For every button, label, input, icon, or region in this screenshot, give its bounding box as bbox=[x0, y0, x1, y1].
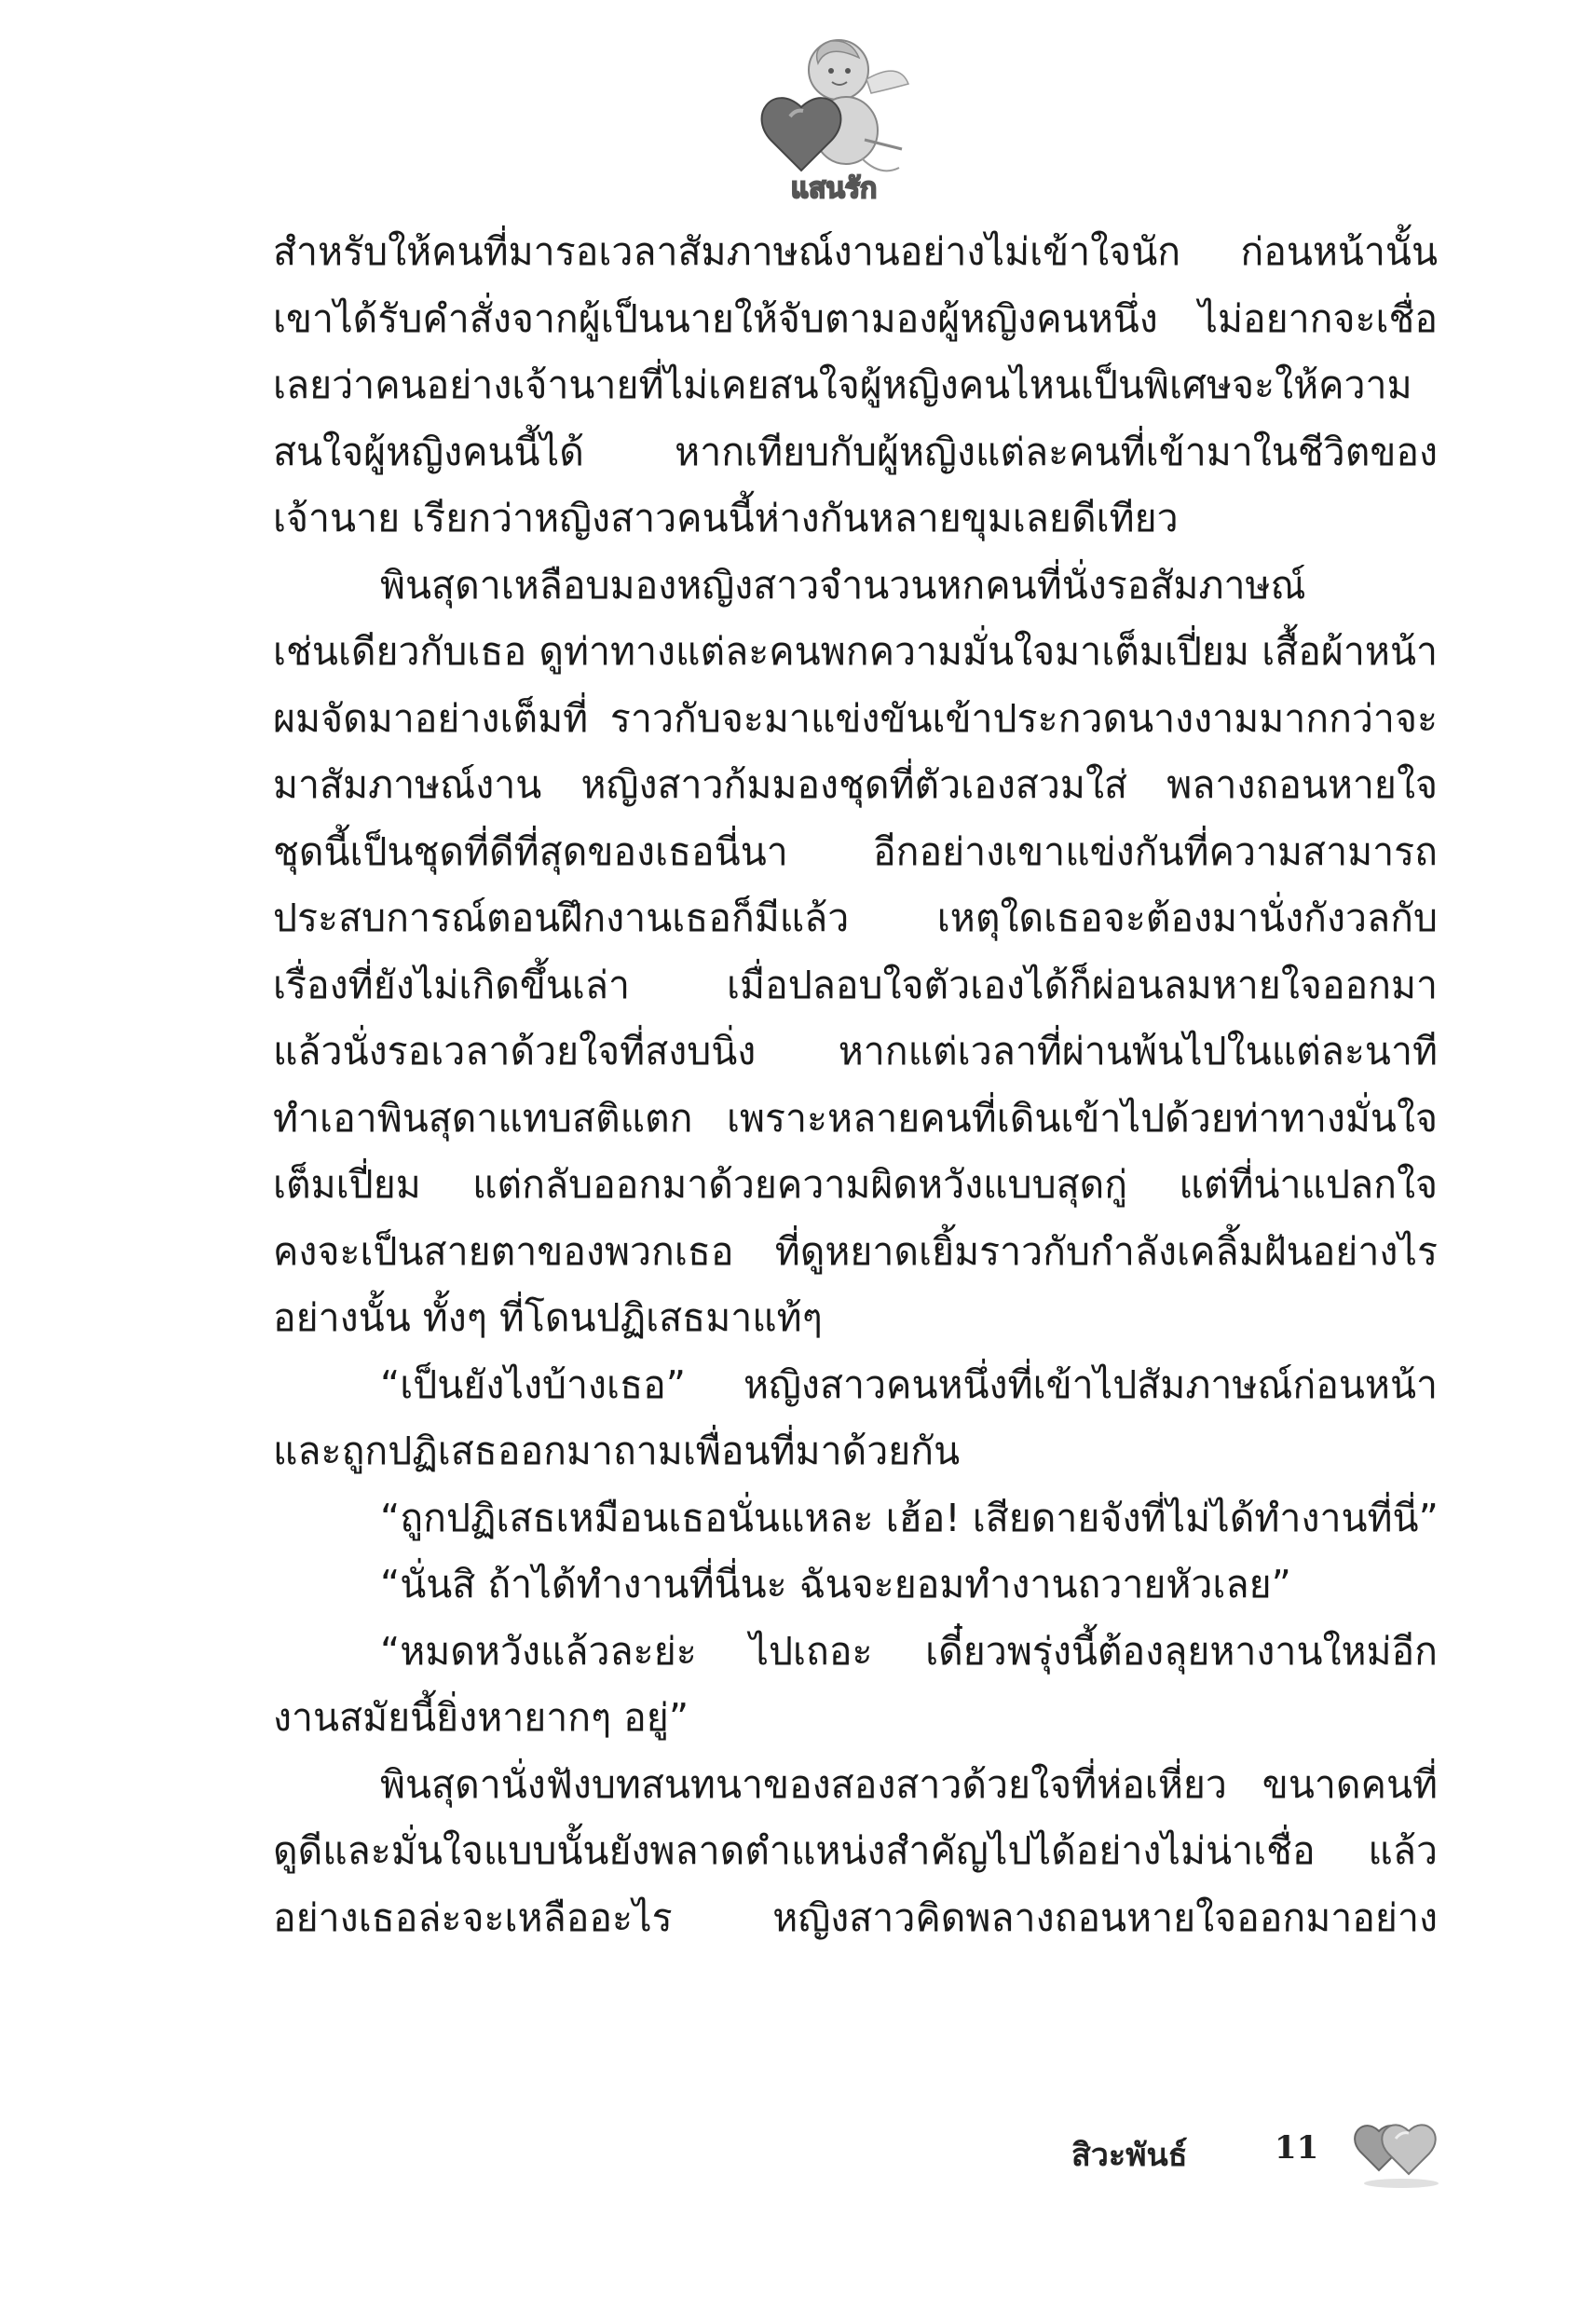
cupid-heart-icon bbox=[745, 28, 913, 205]
text-line: สนใจผู้หญิงคนนี้ได้ หากเทียบกับผู้หญิงแต่ละคนที่เข้ามาในชีวิตของ bbox=[273, 429, 1438, 474]
text-line: พินสุดาเหลือบมองหญิงสาวจำนวนหกคนที่นั่งรอสัมภาษณ์ bbox=[380, 562, 1306, 608]
text-line: ผมจัดมาอย่างเต็มที่ ราวกับจะมาแข่งขันเข้าประกวดนางงามมากกว่าจะ bbox=[273, 695, 1438, 741]
text-line: พินสุดานั่งฟังบทสนทนาของสองสาวด้วยใจที่ห่อเหี่ยว ขนาดคนที่ bbox=[380, 1761, 1438, 1807]
book-title: สิวะพันธ์ bbox=[1071, 2137, 1188, 2174]
hearts-icon bbox=[1344, 2111, 1446, 2190]
text-line: งานสมัยนี้ยิ่งหายากๆ อยู่” bbox=[273, 1695, 689, 1740]
text-line: สำหรับให้คนที่มารอเวลาสัมภาษณ์งานอย่างไม่เข้าใจนัก ก่อนหน้านั้น bbox=[273, 229, 1438, 274]
text-line: แล้วนั่งรอเวลาด้วยใจที่สงบนิ่ง หากแต่เวลาที่ผ่านพ้นไปในแต่ละนาที bbox=[273, 1029, 1438, 1073]
text-line: อย่างเธอล่ะจะเหลืออะไร หญิงสาวคิดพลางถอนหายใจออกมาอย่าง bbox=[273, 1894, 1438, 1940]
text-line: มาสัมภาษณ์งาน หญิงสาวก้มมองชุดที่ตัวเองสวมใส่ พลางถอนหายใจ bbox=[273, 762, 1438, 807]
text-line: ประสบการณ์ตอนฝึกงานเธอก็มีแล้ว เหตุใดเธอจะต้องมานั่งกังวลกับ bbox=[273, 896, 1438, 940]
body-text bbox=[273, 219, 1438, 1951]
text-line: คงจะเป็นสายตาของพวกเธอ ที่ดูหยาดเยิ้มราวกับกำลังเคลิ้มฝันอย่างไร bbox=[273, 1228, 1438, 1274]
text-line: และถูกปฏิเสธออกมาถามเพื่อนที่มาด้วยกัน bbox=[273, 1429, 961, 1473]
text-line: “เป็นยังไงบ้างเธอ” หญิงสาวคนหนึ่งที่เข้าไปสัมภาษณ์ก่อนหน้า bbox=[380, 1361, 1438, 1407]
text-line: เขาได้รับคำสั่งจากผู้เป็นนายให้จับตามองผู้หญิงคนหนึ่ง ไม่อยากจะเชื่อ bbox=[273, 295, 1438, 341]
text-line: ดูดีและมั่นใจแบบนั้นยังพลาดตำแหน่งสำคัญไปได้อย่างไม่น่าเชื่อ แล้ว bbox=[273, 1828, 1438, 1873]
text-line: อย่างนั้น ทั้งๆ ที่โดนปฏิเสธมาแท้ๆ bbox=[273, 1295, 823, 1340]
page-number: 11 bbox=[1275, 2129, 1319, 2167]
logo-text: แสนรัก bbox=[790, 172, 878, 205]
text-line: “ถูกปฏิเสธเหมือนเธอนั่นแหละ เฮ้อ! เสียดายจังที่ไม่ได้ทำงานที่นี่” bbox=[380, 1495, 1439, 1540]
text-line: ทำเอาพินสุดาแทบสติแตก เพราะหลายคนที่เดินเข้าไปด้วยท่าทางมั่นใจ bbox=[273, 1095, 1438, 1141]
text-line: “หมดหวังแล้วละย่ะ ไปเถอะ เดี๋ยวพรุ่งนี้ต้องลุยหางานใหม่อีก bbox=[380, 1628, 1438, 1674]
text-line: เจ้านาย เรียกว่าหญิงสาวคนนี้ห่างกันหลายขุมเลยดีเทียว bbox=[273, 496, 1179, 540]
text-line: ชุดนี้เป็นชุดที่ดีที่สุดของเธอนี่นา อีกอย่างเขาแข่งกันที่ความสามารถ bbox=[273, 828, 1438, 874]
page-footer bbox=[1071, 2101, 1463, 2204]
text-line: “นั่นสิ ถ้าได้ทำงานที่นี่นะ ฉันจะยอมทำงานถวายหัวเลย” bbox=[380, 1562, 1291, 1607]
text-line: เรื่องที่ยังไม่เกิดขึ้นเล่า เมื่อปลอบใจตัวเองได้ก็ผ่อนลมหายใจออกมา bbox=[273, 962, 1438, 1007]
text-line: เลยว่าคนอย่างเจ้านายที่ไม่เคยสนใจผู้หญิงคนไหนเป็นพิเศษจะให้ความ bbox=[273, 362, 1412, 407]
text-line: เต็มเปี่ยม แต่กลับออกมาด้วยความผิดหวังแบบสุดกู่ แต่ที่น่าแปลกใจ bbox=[273, 1162, 1438, 1207]
text-line: เช่นเดียวกับเธอ ดูท่าทางแต่ละคนพกความมั่นใจมาเต็มเปี่ยม เสื้อผ้าหน้า bbox=[273, 629, 1438, 674]
